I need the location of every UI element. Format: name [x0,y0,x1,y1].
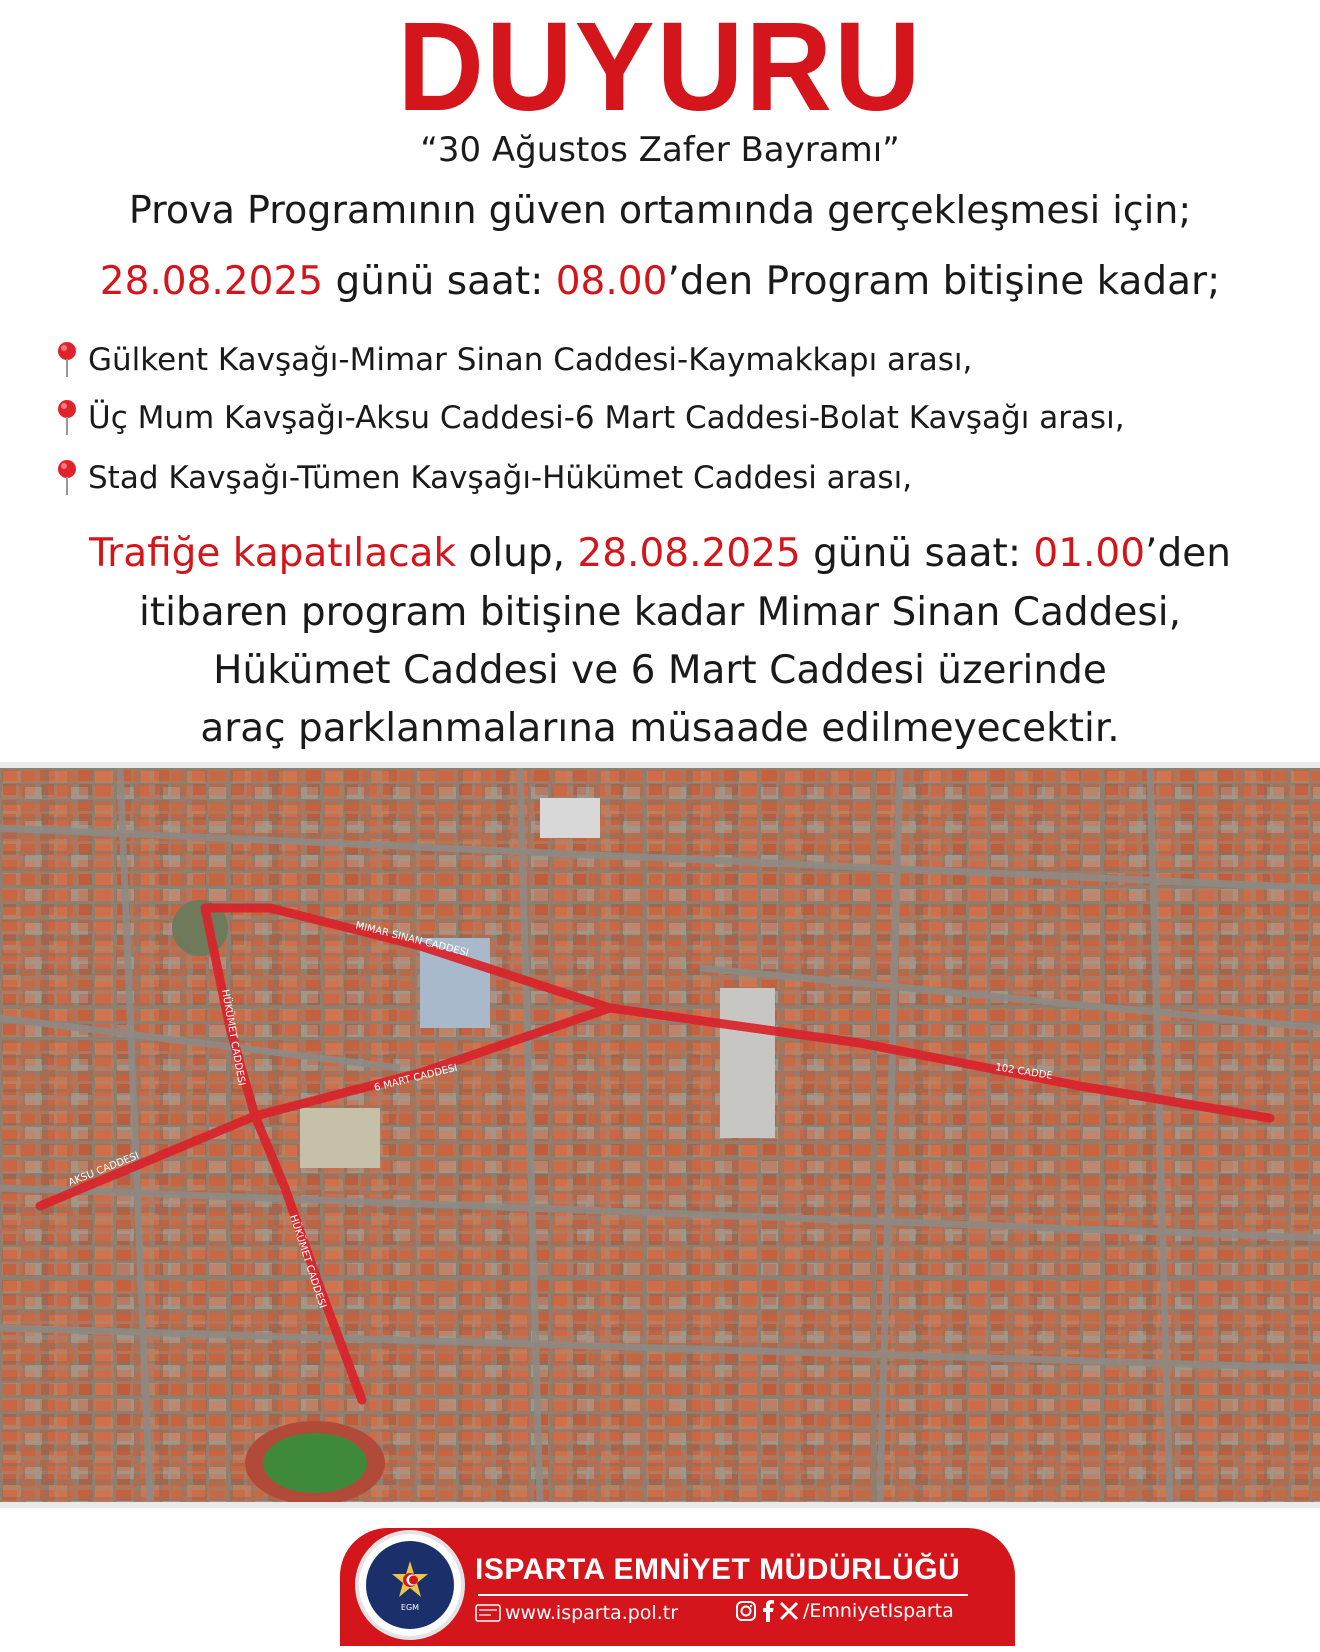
schedule-mid: günü saat: [323,259,556,304]
closure-line-4: araç parklanmalarına müsaade edilmeyecektir. [200,706,1120,751]
schedule-time: 08.00 [555,259,668,304]
closure-olup: olup, [456,531,578,576]
police-badge-logo [355,1530,465,1640]
route-item [56,456,912,500]
instagram-icon[interactable] [735,1600,757,1622]
map-pin-icon [56,341,78,379]
street-label: MIMAR SINAN CADDESI [354,920,470,960]
badge-text: EGM [400,1602,420,1612]
star-crescent-icon [389,1559,431,1601]
social-handle-text: /EmniyetIsparta [803,1600,954,1622]
schedule-date: 28.08.2025 [99,259,324,304]
route-label: Gülkent Kavşağı-Mimar Sinan Caddesi-Kaymakkapı arası, [88,342,973,378]
footer-divider [478,1594,968,1596]
street-label: 6 MART CADDESI [373,1062,459,1094]
street-label: HÜKÜMET CADDESI [219,988,247,1087]
facebook-icon[interactable] [761,1600,775,1622]
closure-closed: Trafiğe kapatılacak [89,531,457,576]
closure-line-1 [0,528,1320,580]
map-canvas [0,768,1320,1502]
map-pin-icon [56,459,78,497]
route-label: Üç Mum Kavşağı-Aksu Caddesi-6 Mart Caddesi-Bolat Kavşağı arası, [88,400,1125,436]
closure-mid: günü saat: [800,531,1034,576]
closure-line-2: itibaren program bitişine kadar Mimar Sinan Caddesi, [139,590,1181,635]
page-title: DUYURU [397,0,923,138]
closure-line-3: Hükümet Caddesi ve 6 Mart Caddesi üzerinde [213,648,1107,693]
x-icon[interactable] [779,1601,799,1621]
website-link[interactable] [475,1602,678,1624]
route-item [56,338,972,382]
street-label: 102 CADDE [994,1062,1054,1083]
route-map [0,762,1320,1508]
website-url: www.isparta.pol.tr [505,1602,679,1624]
map-pin-icon [56,399,78,437]
closure-time: 01.00 [1033,531,1146,576]
globe-icon [475,1604,501,1622]
organization-name: ISPARTA EMNİYET MÜDÜRLÜĞÜ [475,1553,961,1586]
intro-text: Prova Programının güven ortamında gerçekleşmesi için; [128,188,1192,232]
subtitle: “30 Ağustos Zafer Bayramı” [420,130,900,170]
street-label: AKSU CADDESI [67,1150,141,1189]
route-item [56,396,1125,440]
closure-tail: ’den [1145,531,1231,576]
badge-emblem [366,1541,454,1629]
schedule-tail: ’den Program bitişine kadar; [667,259,1221,304]
closure-date: 28.08.2025 [577,531,801,576]
schedule-line [0,256,1320,308]
social-handle[interactable] [735,1600,954,1622]
street-label: HÜKÜMET CADDESI [287,1213,328,1310]
route-label: Stad Kavşağı-Tümen Kavşağı-Hükümet Caddesi arası, [88,460,913,496]
